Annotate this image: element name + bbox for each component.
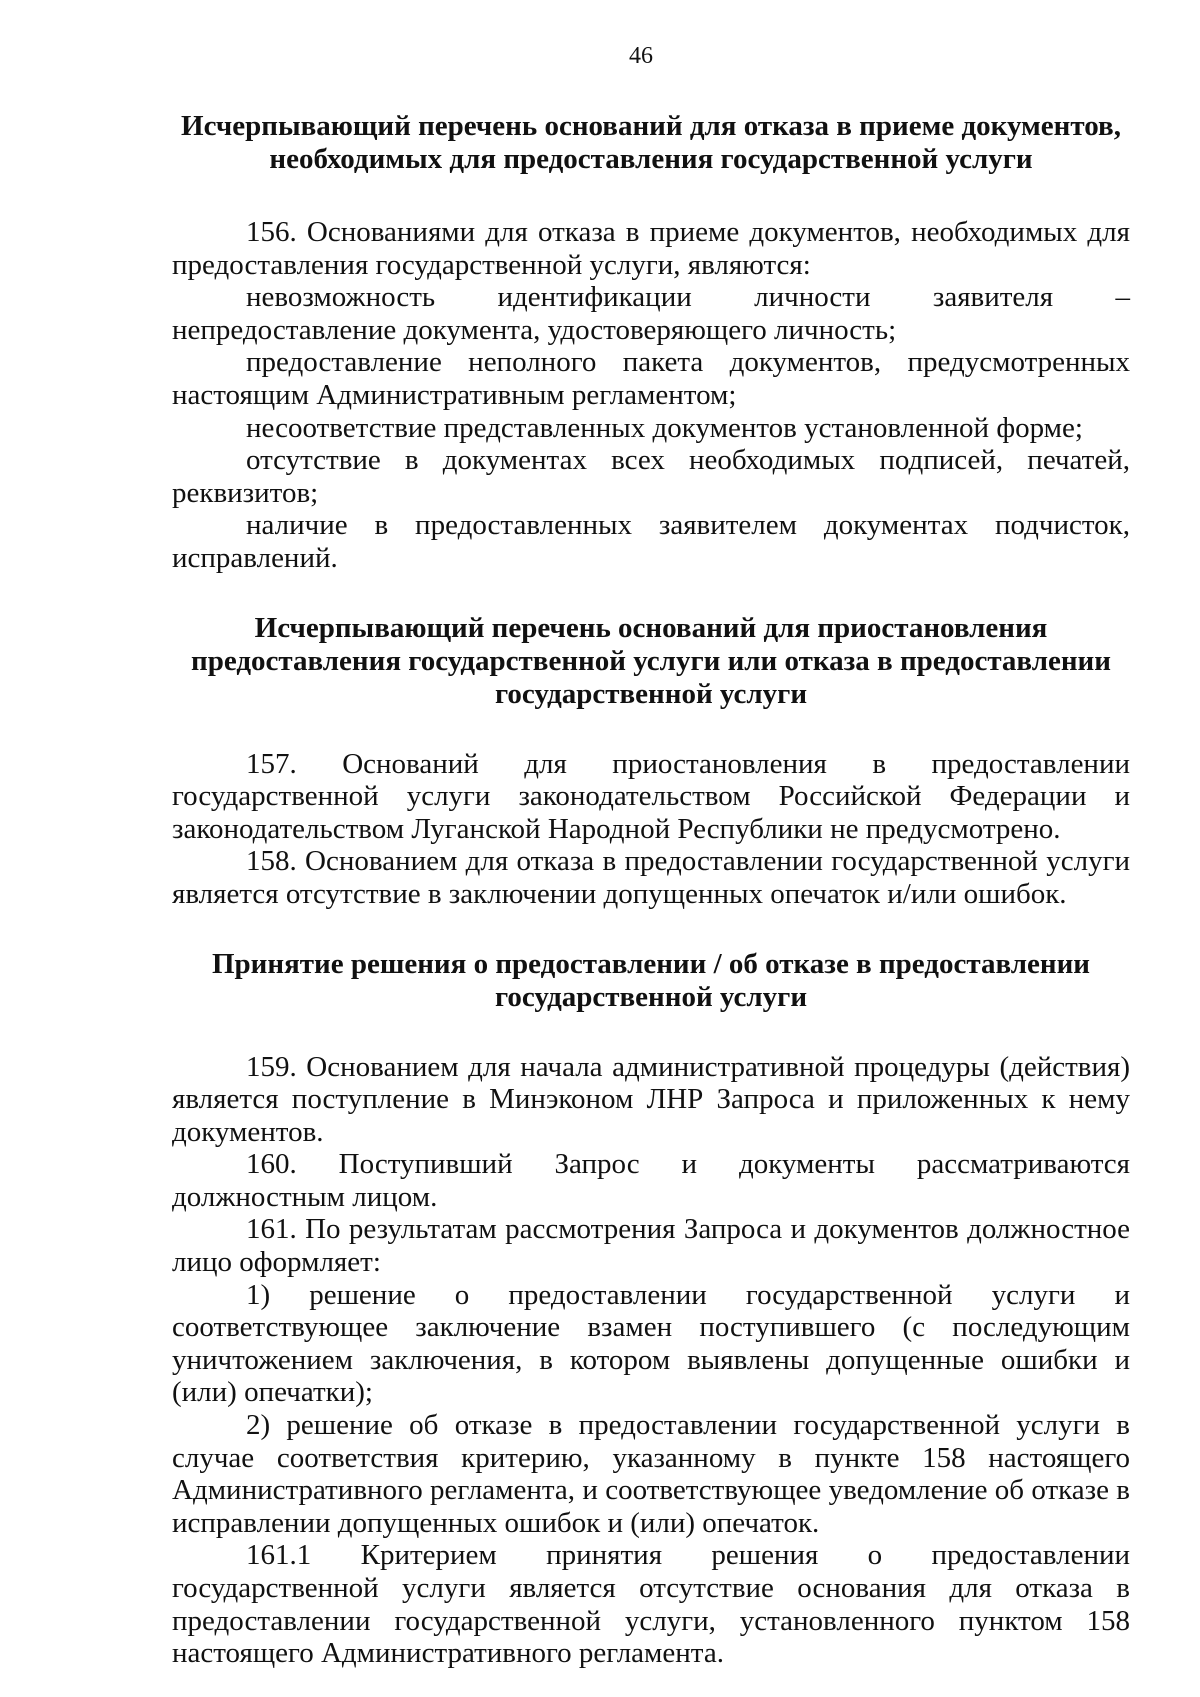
list-item: предоставление неполного пакета документов, предусмотренных настоящим Административным регламентом;	[172, 346, 1130, 411]
heading-line: Исчерпывающий перечень оснований для отказа в приеме документов,	[181, 110, 1121, 142]
paragraph-160: 160. Поступивший Запрос и документы рассматриваются должностным лицом.	[172, 1148, 1130, 1213]
section-heading-decision	[172, 948, 1130, 1014]
heading-line: необходимых для предоставления государственной услуги	[269, 143, 1033, 175]
heading-line: государственной услуги	[494, 980, 808, 1013]
section-body-refusal-acceptance	[172, 216, 1130, 575]
list-item: 1) решение о предоставлении государственной услуги и соответствующее заключение взамен поступившего (с последующим уничтожением заключения, в котором выявлены допущенные ошибки и (или) опечатки);	[172, 1278, 1130, 1409]
section-body-decision	[172, 1051, 1130, 1670]
paragraph-161: 161. По результатам рассмотрения Запроса и документов должностное лицо оформляет:	[172, 1213, 1130, 1279]
heading-line: предоставления государственной услуги или отказа в предоставлении	[191, 644, 1111, 677]
section-heading-refusal-acceptance	[172, 110, 1130, 176]
paragraph-159: 159. Основанием для начала административной процедуры (действия) является поступление в Минэконом ЛНР Запроса и приложенных к нему документов.	[172, 1050, 1130, 1148]
heading-line: Принятие решения о предоставлении / об отказе в предоставлении	[212, 947, 1090, 980]
section-body-suspension-refusal	[172, 748, 1130, 911]
paragraph-158: 158. Основанием для отказа в предоставлении государственной услуги является отсутствие в заключении допущенных опечаток и/или ошибок.	[172, 845, 1130, 910]
list-item: 2) решение об отказе в предоставлении государственной услуги в случае соответствия критерию, указанному в пункте 158 настоящего Административного регламента, и соответствующее уведомление об отказе в исправлении допущенных ошибок и (или) опечаток.	[172, 1409, 1130, 1539]
heading-line: Исчерпывающий перечень оснований для приостановления	[254, 611, 1048, 644]
list-item: отсутствие в документах всех необходимых подписей, печатей, реквизитов;	[172, 444, 1130, 509]
list-item: несоответствие представленных документов установленной форме;	[246, 411, 1083, 444]
list-item: наличие в предоставленных заявителем документах подчисток, исправлений.	[172, 509, 1130, 574]
paragraph-161-1: 161.1 Критерием принятия решения о предоставлении государственной услуги является отсутствие основания для отказа в предоставлении государственной услуги, установленного пунктом 158 настоящего Административного регламента.	[172, 1539, 1130, 1670]
heading-line: государственной услуги	[494, 677, 808, 710]
paragraph-156: 156. Основаниями для отказа в приеме документов, необходимых для предоставления государственной услуги, являются:	[172, 216, 1130, 281]
page-number: 46	[629, 43, 653, 69]
list-item: невозможность идентификации личности заявителя – непредоставление документа, удостоверяющего личность;	[172, 281, 1130, 346]
paragraph-157: 157. Оснований для приостановления в предоставлении государственной услуги законодательством Российской Федерации и законодательством Луганской Народной Республики не предусмотрено.	[172, 747, 1130, 845]
section-heading-suspension-refusal	[172, 612, 1130, 711]
